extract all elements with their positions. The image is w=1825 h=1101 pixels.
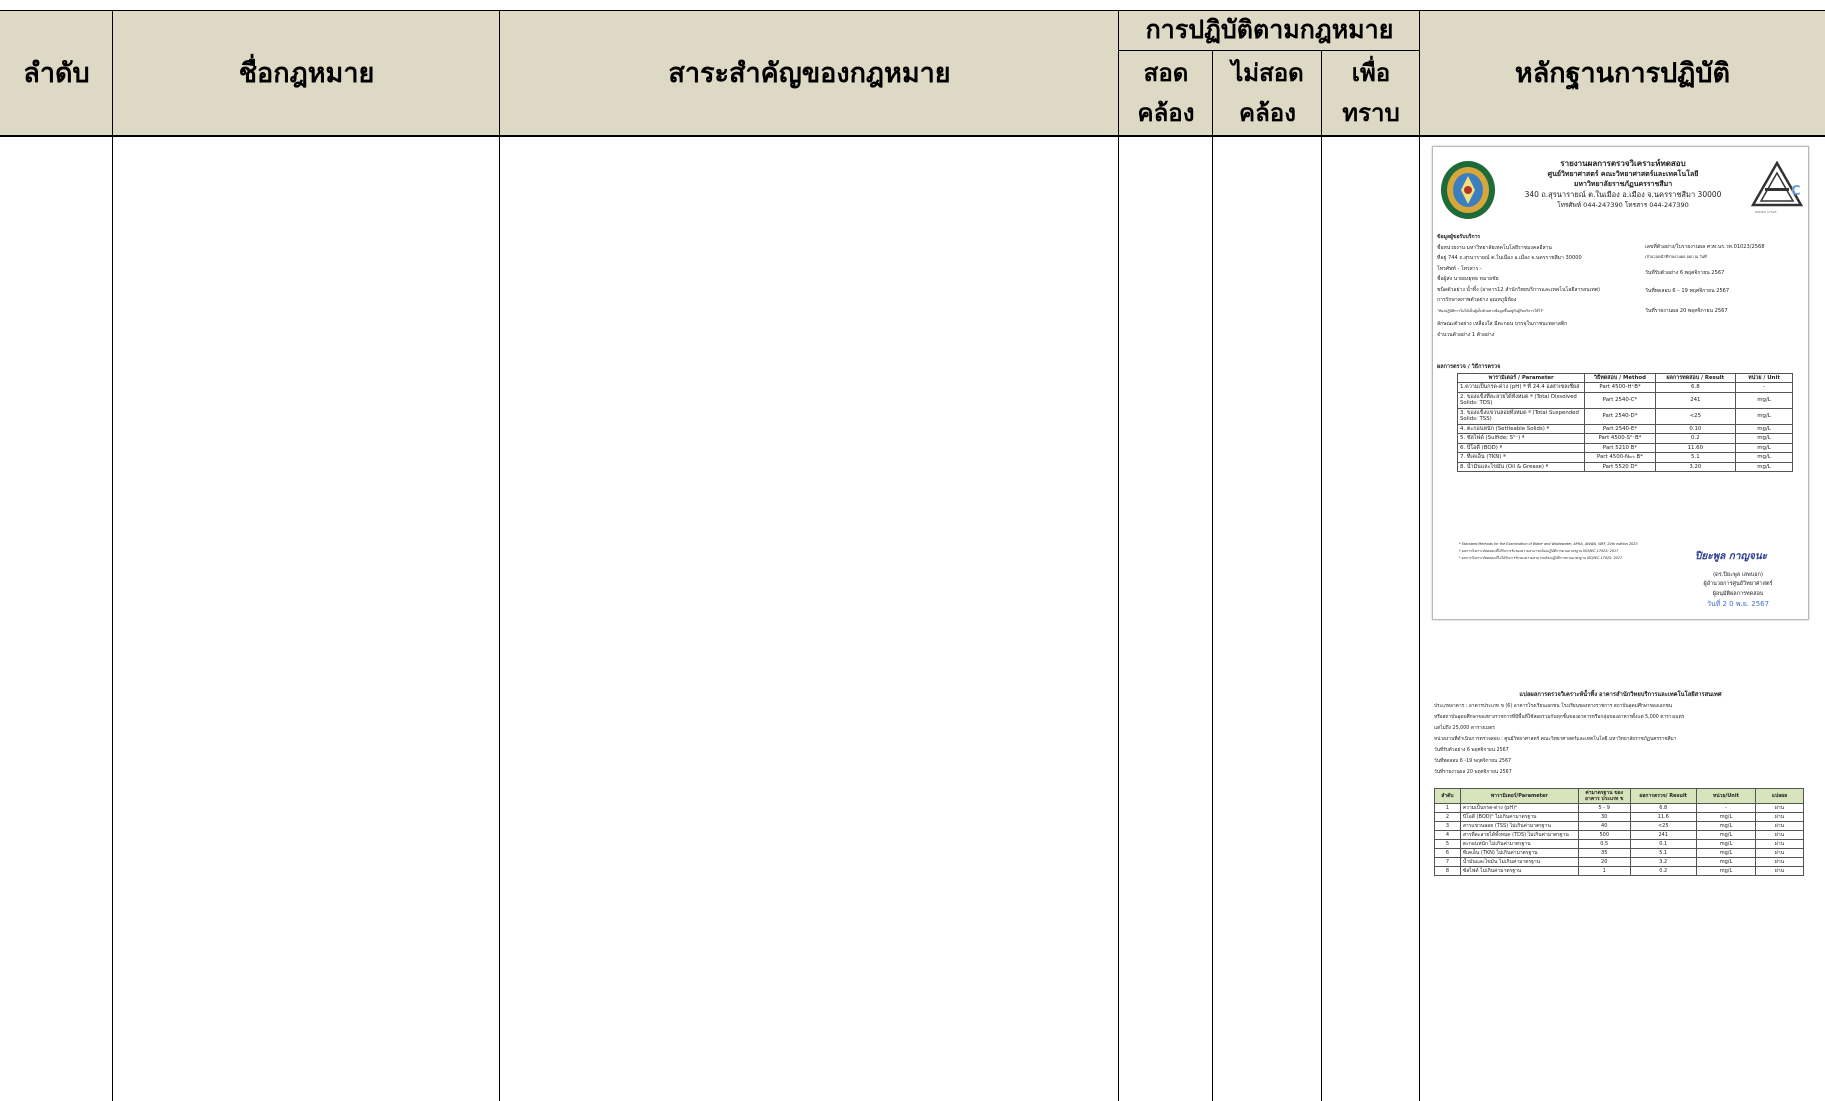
table-cell: mg/L <box>1736 408 1793 424</box>
table-cell: Part 2540-D* <box>1585 408 1655 424</box>
table-cell: mg/L <box>1736 392 1793 408</box>
lab-report-footnote: ᵇ ผลการวิเคราะห์ทดสอบที่ไม่ได้รับการรับรองความสามารถห้องปฏิบัติการตามมาตรฐาน ISO/IEC 17025: 2017 <box>1459 556 1623 560</box>
grid-col-line-3 <box>1118 10 1119 1101</box>
lab-report-sign-date: วันที่ 2 0 พ.ย. 2567 <box>1706 600 1770 608</box>
table-cell: 6.8 <box>1655 383 1735 392</box>
table-cell: 8. น้ำมันและไขมัน (Oil & Grease) ª <box>1458 462 1585 471</box>
header-evidence: หลักฐานการปฏิบัติ <box>1514 58 1731 89</box>
header-compliant <box>1119 52 1213 134</box>
table-cell: ผ่าน <box>1756 813 1804 822</box>
table-cell: 11.6 <box>1630 813 1696 822</box>
lab-report-info-line: ลักษณะตัวอย่าง เหลืองใส มีตะกอน บรรจุในภาชนะพลาสติก <box>1437 321 1568 327</box>
lab-report-info-line: ชื่อหน่วยงาน มหาวิทยาลัยเทคโนโลยีราชมงคลอีสาน <box>1437 244 1552 251</box>
table-cell: 11.60 <box>1655 443 1735 452</box>
grid-col-line-6 <box>1419 10 1420 1101</box>
table-cell: 1 <box>1578 867 1630 876</box>
table-cell: mg/L <box>1736 424 1793 433</box>
header-no: ลำดับ <box>23 58 90 89</box>
table-cell: mg/L <box>1736 443 1793 452</box>
table-cell: 4. ตะกอนหนัก (Settleable Solids) ª <box>1458 424 1585 433</box>
table-cell: - <box>1736 383 1793 392</box>
table-cell: Part 4500-H⁺B* <box>1585 383 1655 392</box>
svg-text:C: C <box>1791 184 1801 199</box>
table-cell: 6. บีโอดี (BOD) ª <box>1458 443 1585 452</box>
table-row <box>1458 408 1793 424</box>
table-row <box>1458 462 1793 471</box>
table-cell: 6.8 <box>1630 804 1696 813</box>
lab-report-sample-line: วันที่รายงานผล 20 พฤศจิกายน 2567 <box>1645 308 1728 314</box>
table-cell: mg/L <box>1696 813 1755 822</box>
lab-report-sample-line: วันที่ทดสอบ 6 – 19 พฤศจิกายน 2567 <box>1645 288 1730 294</box>
header-compliance-group: การปฏิบัติตามกฎหมาย <box>1145 15 1394 44</box>
lab-report-info-line: "ห้องปฏิบัติการไม่ได้เป็นผู้เก็บตัวอย่างข้อมูลขึ้นอยู่กับผู้รับบริการให้ไว้" <box>1437 308 1544 313</box>
table-cell: 5 <box>1435 840 1461 849</box>
lab-report-image <box>1432 146 1809 620</box>
interpretation-header-cell: ค่ามาตรฐาน ของอาคาร ประเภท ข <box>1578 789 1630 804</box>
table-cell: 4 <box>1435 831 1461 840</box>
interpretation-image <box>1432 688 1809 958</box>
table-cell: 3 <box>1435 822 1461 831</box>
lab-report-info-line: โทรศัพท์ - โทรสาร - <box>1437 265 1482 272</box>
header-law-summary: สาระสำคัญของกฎหมาย <box>668 58 951 89</box>
lab-report-signer-role: ผู้อนุมัติผลการทดสอบ <box>1712 591 1764 597</box>
interpretation-header-cell: ลำดับ <box>1435 789 1461 804</box>
lab-report-info-line: ข้อมูลผู้ขอรับบริการ <box>1437 234 1481 240</box>
header-law-name: ชื่อกฎหมาย <box>238 58 375 89</box>
table-cell: 3.2 <box>1630 858 1696 867</box>
lab-report-footnote: * Standard Methods for the Examination of Water and Wastewater, APHA, AWWA, WEF, 24th edition 2023 <box>1459 542 1638 546</box>
lab-report-info-line: การรักษาสภาพตัวอย่าง อุณหภูมิห้อง <box>1437 297 1517 303</box>
header-noncompliant-line1: ไม่สอด <box>1231 59 1304 87</box>
header-info-line1: เพื่อ <box>1351 59 1391 87</box>
interpretation-line: แต่ไม่ถึง 25,000 ตารางเมตร <box>1434 726 1495 731</box>
interpretation-line: วันที่รับตัวอย่าง 6 พฤศจิกายน 2567 <box>1434 748 1509 753</box>
lab-report-info-line: จำนวนตัวอย่าง 1 ตัวอย่าง <box>1437 331 1495 338</box>
table-cell: ซัลไฟด์ ไม่เกินค่ามาตรฐาน <box>1460 867 1578 876</box>
table-cell: ผ่าน <box>1756 867 1804 876</box>
lab-report-signer-name: (ดร.ปิยะพูล เลพบอก) <box>1713 572 1763 578</box>
table-cell: 0.2 <box>1630 867 1696 876</box>
lab-report-results-header-cell: ผลการทดสอบ / Result <box>1655 374 1735 383</box>
table-cell: Part 2540-E* <box>1585 424 1655 433</box>
lab-report-center: ศูนย์วิทยาศาสตร์ คณะวิทยาศาสตร์และเทคโนโลยี <box>1547 170 1699 178</box>
lab-report-signature: ปิยะพูล กาญจนะ <box>1695 551 1768 562</box>
lab-report-results-header-cell: หน่วย / Unit <box>1736 374 1793 383</box>
table-cell: 2 <box>1435 813 1461 822</box>
lab-report-info-line: ชื่อผู้ส่ง นายยงยุทธ หมายชัย <box>1437 276 1499 282</box>
table-cell: 5. ซัลไฟด์ (Sulfide; S²⁻) ª <box>1458 434 1585 443</box>
table-cell: 8 <box>1435 867 1461 876</box>
interpretation-header-cell: แปลผล <box>1756 789 1804 804</box>
grid-col-line-2 <box>499 10 500 1101</box>
table-cell: mg/L <box>1696 867 1755 876</box>
header-compliant-line1: สอด <box>1143 59 1189 87</box>
grid-col-line-4 <box>1212 50 1213 1101</box>
table-row <box>1435 813 1804 822</box>
table-cell: 0.1 <box>1630 840 1696 849</box>
table-cell: สารแขวนลอย (TSS) ไม่เกินค่ามาตรฐาน <box>1460 822 1578 831</box>
lab-report-university: มหาวิทยาลัยราชภัฏนครราชสีมา <box>1573 180 1673 188</box>
header-info-line2: ทราบ <box>1342 99 1400 127</box>
lab-report-footnote: ª ผลการวิเคราะห์ทดสอบที่ได้รับการรับรองความสามารถห้องปฏิบัติการตามมาตรฐาน ISO/IEC 17025: 2017 <box>1459 549 1619 553</box>
table-cell: ผ่าน <box>1756 849 1804 858</box>
grid-header-bottom-line <box>0 135 1825 137</box>
table-row <box>1458 453 1793 462</box>
lab-report-signer-title: ผู้อำนวยการศูนย์วิทยาศาสตร์ <box>1703 581 1773 587</box>
table-row <box>1435 804 1804 813</box>
table-cell: 241 <box>1630 831 1696 840</box>
table-cell: - <box>1696 804 1755 813</box>
lab-report-results-header-row <box>1458 374 1793 383</box>
grid-col-line-1 <box>112 10 113 1101</box>
table-cell: 3.20 <box>1655 462 1735 471</box>
table-row <box>1435 867 1804 876</box>
table-row <box>1435 831 1804 840</box>
table-cell: ทีเคเอ็น (TKN) ไม่เกินค่ามาตรฐาน <box>1460 849 1578 858</box>
table-cell: ผ่าน <box>1756 804 1804 813</box>
table-row <box>1435 822 1804 831</box>
table-cell: 241 <box>1655 392 1735 408</box>
interpretation-line: ประเภทอาคาร : อาคารประเภท ข (6) อาคารโรงเรียนเอกชน โรงเรียนของทางราชการ สถาบันอุดมศึกษาของเอกชน <box>1434 704 1673 709</box>
table-cell: mg/L <box>1736 462 1793 471</box>
table-cell: mg/L <box>1736 453 1793 462</box>
table-cell: ผ่าน <box>1756 840 1804 849</box>
interpretation-line: หรือสถาบันอุดมศึกษาของทางราชการที่มีพื้นที่ใช้สอยรวมกันทุกชั้นของอาคารหรือกลุ่มของอาคารตั้งแต่ 5,000 ตารางเมตร <box>1434 715 1685 720</box>
lab-report-title: รายงานผลการตรวจวิเคราะห์ทดสอบ <box>1560 159 1686 168</box>
table-cell: 1.ความเป็นกรด-ด่าง (pH) ª ที่ 24.4 องศาเซลเซียส <box>1458 383 1585 392</box>
table-cell: Part 4500-Nₒᵣₕ B* <box>1585 453 1655 462</box>
table-cell: 30 <box>1578 813 1630 822</box>
table-row <box>1458 443 1793 452</box>
table-cell: 6 <box>1435 849 1461 858</box>
interpretation-table <box>1434 788 1804 876</box>
table-row <box>1435 840 1804 849</box>
interpretation-header-row <box>1435 789 1804 804</box>
lab-report-info-line: ที่อยู่ 744 ถ.สุรนารายณ์ ต.ในเมือง อ.เมือง จ.นครราชสีมา 30000 <box>1437 255 1582 261</box>
lab-report-info-line: ชนิดตัวอย่าง น้ำทิ้ง (อาคาร12 สำนักวิทยบริการและเทคโนโลยีสารสนเทศ) <box>1437 286 1600 293</box>
table-cell: ผ่าน <box>1756 831 1804 840</box>
table-cell: mg/L <box>1696 858 1755 867</box>
table-cell: สารที่ละลายได้ทั้งหมด (TDS) ไม่เกินค่ามาตรฐาน <box>1460 831 1578 840</box>
header-compliant-line2: คล้อง <box>1137 99 1195 127</box>
lab-report-results-header-cell: พารามิเตอร์ / Parameter <box>1458 374 1585 383</box>
table-cell: 5.1 <box>1630 849 1696 858</box>
table-row <box>1458 383 1793 392</box>
table-row <box>1458 424 1793 433</box>
table-cell: ความเป็นกรด-ด่าง (pH)ᵃ <box>1460 804 1578 813</box>
header-noncompliant <box>1213 52 1322 134</box>
lab-report-address: 340 ถ.สุรนารายณ์ ต.ในเมือง อ.เมือง จ.นครราชสีมา 30000 <box>1524 190 1722 199</box>
table-cell: 500 <box>1578 831 1630 840</box>
table-cell: 7 <box>1435 858 1461 867</box>
lab-report-results-heading: ผลการตรวจ / วิธีการตรวจ <box>1437 364 1501 370</box>
table-cell: mg/L <box>1736 434 1793 443</box>
table-cell: mg/L <box>1696 849 1755 858</box>
lab-report-sample-line: (จำนวนหน้าที่รายงานผล ออก ณ วันที่ <box>1645 254 1707 259</box>
lab-report-phone: โทรศัพท์ 044-247390 โทรสาร 044-247390 <box>1557 201 1689 209</box>
grid-col-line-5 <box>1321 50 1322 1101</box>
interpretation-header-cell: หน่วย/Unit <box>1696 789 1755 804</box>
table-cell: ผ่าน <box>1756 822 1804 831</box>
lab-report-sample-line: วันที่รับตัวอย่าง 6 พฤศจิกายน 2567 <box>1645 270 1725 276</box>
table-cell: 1 <box>1435 804 1461 813</box>
table-cell: 0.5 <box>1578 840 1630 849</box>
table-cell: 40 <box>1578 822 1630 831</box>
header-for-information <box>1322 52 1420 134</box>
table-row <box>1435 849 1804 858</box>
table-cell: Part 5520 D* <box>1585 462 1655 471</box>
table-cell: 5 - 9 <box>1578 804 1630 813</box>
interpretation-line: วันที่รายงานผล 20 พฤศจิกายน 2567 <box>1434 770 1512 775</box>
table-cell: 35 <box>1578 849 1630 858</box>
table-cell: mg/L <box>1696 831 1755 840</box>
table-cell: <25 <box>1630 822 1696 831</box>
table-cell: 0.10 <box>1655 424 1735 433</box>
table-row <box>1458 392 1793 408</box>
table-cell: 0.2 <box>1655 434 1735 443</box>
table-cell: Part 2540-C* <box>1585 392 1655 408</box>
accreditation-caption: ISO/IEC 17025 <box>1755 210 1777 214</box>
grid-top-line <box>0 10 1825 11</box>
table-cell: น้ำมันและไขมัน ไม่เกินค่ามาตรฐาน <box>1460 858 1578 867</box>
table-cell: บีโอดี (BOD)ᵇ ไม่เกินค่ามาตรฐาน <box>1460 813 1578 822</box>
interpretation-line: หน่วยงานที่ดำเนินการตรวจสอบ : ศูนย์วิทยาศาสตร์ คณะวิทยาศาสตร์และเทคโนโลยี มหาวิทยาลัยราชภัฏนครราชสีมา <box>1434 737 1677 742</box>
table-row <box>1458 434 1793 443</box>
interpretation-header-cell: ผลการตรวจ/ Result <box>1630 789 1696 804</box>
interpretation-header-cell: พารามิเตอร์/Parameter <box>1460 789 1578 804</box>
table-cell: Part 4500-S²⁻B* <box>1585 434 1655 443</box>
table-cell: Part 5210 B* <box>1585 443 1655 452</box>
table-cell: ผ่าน <box>1756 858 1804 867</box>
table-cell: 3. ของแข็งแขวนลอยทั้งหมด ª (Total Suspended Solids: TSS) <box>1458 408 1585 424</box>
table-cell: 5.1 <box>1655 453 1735 462</box>
table-cell: 2. ของแข็งที่ละลายได้ทั้งหมด ª (Total Dissolved Solids: TDS) <box>1458 392 1585 408</box>
interpretation-title: แปลผลการตรวจวิเคราะห์น้ำทิ้ง อาคารสำนักวิทยบริการและเทคโนโลยีสารสนเทศ <box>1519 692 1722 698</box>
lab-report-sample-line: เลขที่ตัวอย่าง/ใบรายงานผล ศวท.นร.วท.01023/2568 <box>1645 244 1765 250</box>
accreditation-logo-icon <box>1751 161 1803 209</box>
interpretation-line: วันที่ทดสอบ 6 -19 พฤศจิกายน 2567 <box>1434 759 1512 764</box>
lab-report-results-table <box>1457 373 1793 472</box>
lab-report-results-header-cell: วิธีทดสอบ / Method <box>1585 374 1655 383</box>
table-cell: mg/L <box>1696 840 1755 849</box>
header-noncompliant-line2: คล้อง <box>1239 99 1296 127</box>
grid-header-split-line <box>1119 50 1420 51</box>
table-cell: <25 <box>1655 408 1735 424</box>
table-row <box>1435 858 1804 867</box>
table-cell: 20 <box>1578 858 1630 867</box>
university-seal-icon <box>1439 159 1497 221</box>
table-cell: mg/L <box>1696 822 1755 831</box>
table-cell: 7. ทีเคเอ็น (TKN) ª <box>1458 453 1585 462</box>
table-cell: ตะกอนหนัก ไม่เกินค่ามาตรฐาน <box>1460 840 1578 849</box>
